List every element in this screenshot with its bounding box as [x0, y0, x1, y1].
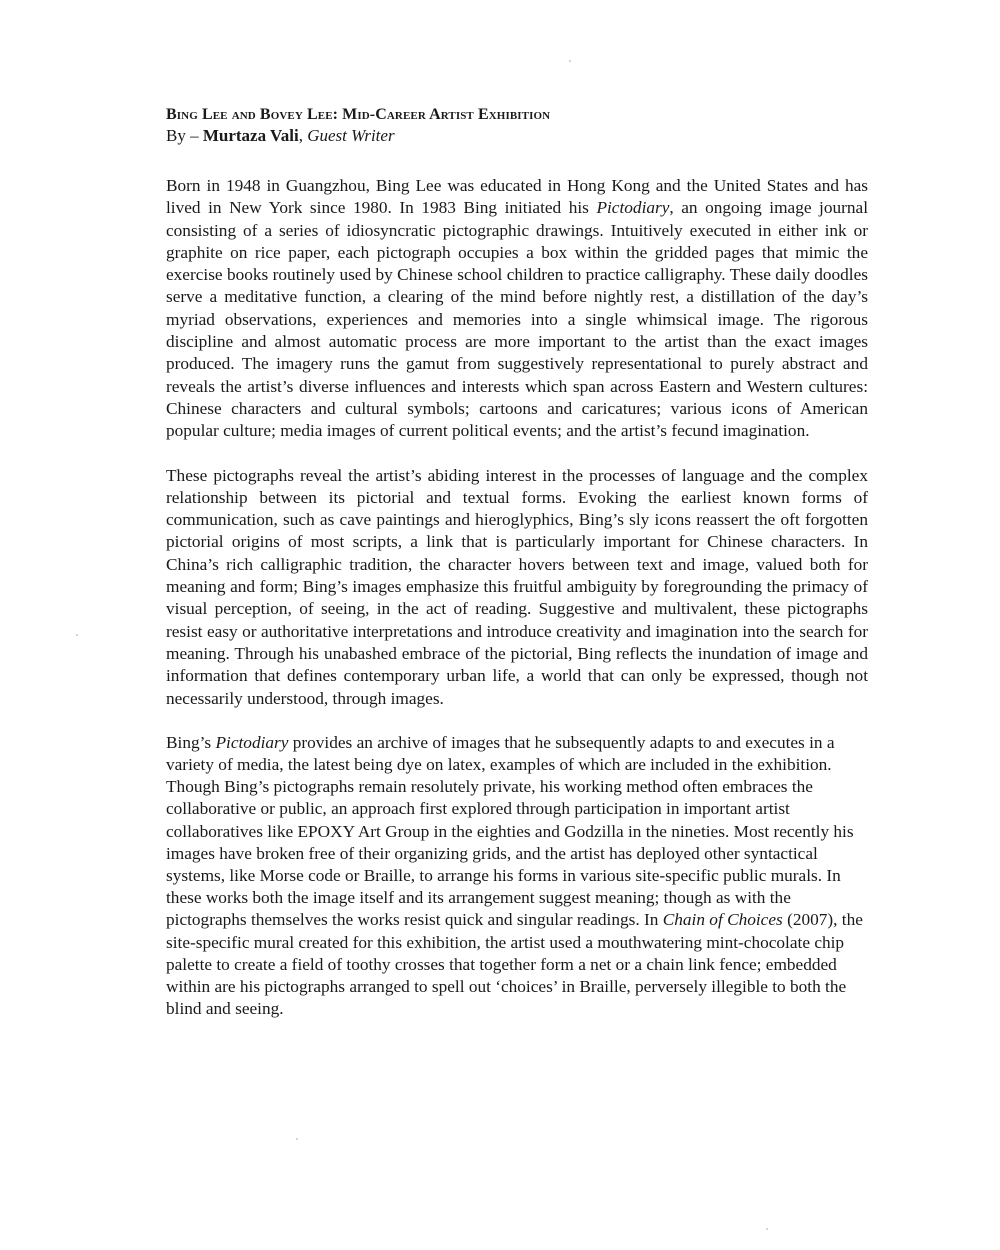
paragraph-2: These pictographs reveal the artist’s abiding interest in the processes of language and the complex relationship between its pictorial and textual forms. Evoking the earliest known forms of communication, such as cave paintings and hieroglyphics, Bing’s sly icons reassert the oft forgotten pictorial origins of most scripts, a link that is particularly important for Chinese characters. In China’s rich calligraphic tradition, the character hovers between text and image, valued both for meaning and form; Bing’s images emphasize this fruitful ambiguity by foregrounding the primacy of visual perception, of seeing, in the act of reading. Suggestive and multivalent, these pictographs resist easy or authoritative interpretations and introduce creativity and imagination into the search for meaning. Through his unabashed embrace of the pictorial, Bing reflects the inundation of image and information that defines contemporary urban life, a world that can only be expressed, though not necessarily understood, through images.: [166, 465, 868, 708]
paragraph-1-text-a: Born in 1948 in Guangzhou, Bing Lee was educated in Hong Kong and the United States and has lived in New York since 1980. In 1983 Bing initiated his: [166, 176, 868, 218]
scan-speck: [76, 634, 78, 636]
article-title: Bing Lee and Bovey Lee: Mid-Career Artist Exhibition: [166, 106, 551, 123]
paragraph-3-text-b: provides an archive of images that he subsequently adapts to and executes in a variety of media, the latest being dye on latex, examples of which are included in the exhibition. Though Bing’s pictographs remain resolutely private, his working method often embraces the collaborative or public, an approach first explored through participation in important artist collaboratives like EPOXY Art Group in the eighties and Godzilla in the nineties. Most recently his images have broken free of their organizing grids, and the artist has deployed other syntactical systems, like Morse code or Braille, to arrange his forms in various site-specific public murals. In these works both the image itself and its arrangement suggest meaning; though as with the pictographs themselves the works resist quick and singular readings. In: [166, 732, 854, 930]
scan-speck: [766, 1228, 768, 1230]
byline: [166, 125, 868, 147]
byline-prefix: By –: [166, 126, 203, 145]
byline-role: Guest Writer: [307, 126, 395, 145]
scan-speck: [569, 60, 571, 62]
paragraph-1-text-b: , an ongoing image journal consisting of a series of idiosyncratic pictographic drawings. Intuitively executed in either ink or graphite on rice paper, each pictograph occupies a box within the gridded pages that mimic the exercise books routinely used by Chinese school children to practice calligraphy. These daily doodles serve a meditative function, a clearing of the mind before nightly rest, a distillation of the day’s myriad observations, experiences and memories into a single whimsical image. The rigorous discipline and almost automatic process are more important to the artist than the exact images produced. The imagery runs the gamut from suggestively representational to purely abstract and reveals the artist’s diverse influences and interests which span across Eastern and Western cultures: Chinese characters and cultural symbols; cartoons and caricatures; various icons of American popular culture; media images of current political events; and the artist’s fecund imagination.: [166, 198, 869, 441]
paragraph-3-text-c: (2007), the site-specific mural created for this exhibition, the artist used a mouthwatering mint-chocolate chip palette to create a field of toothy crosses that together form a net or a chain link fence; embedded within are his pictographs arranged to spell out ‘choices’ in Braille, perversely illegible to both the blind and seeing.: [166, 910, 863, 1019]
article: [166, 104, 868, 1042]
byline-author: Murtaza Vali: [202, 126, 299, 145]
byline-separator: ,: [298, 126, 308, 145]
paragraph-3-emphasis-1: Pictodiary: [215, 732, 289, 752]
scan-speck: [296, 1138, 298, 1140]
paragraph-3-text-a: Bing’s: [166, 732, 216, 752]
paragraph-3: [166, 732, 868, 1021]
paragraph-3-emphasis-2: Chain of Choices: [662, 910, 783, 930]
paragraph-1-emphasis: Pictodiary: [596, 198, 670, 218]
paragraph-1: [166, 175, 868, 443]
